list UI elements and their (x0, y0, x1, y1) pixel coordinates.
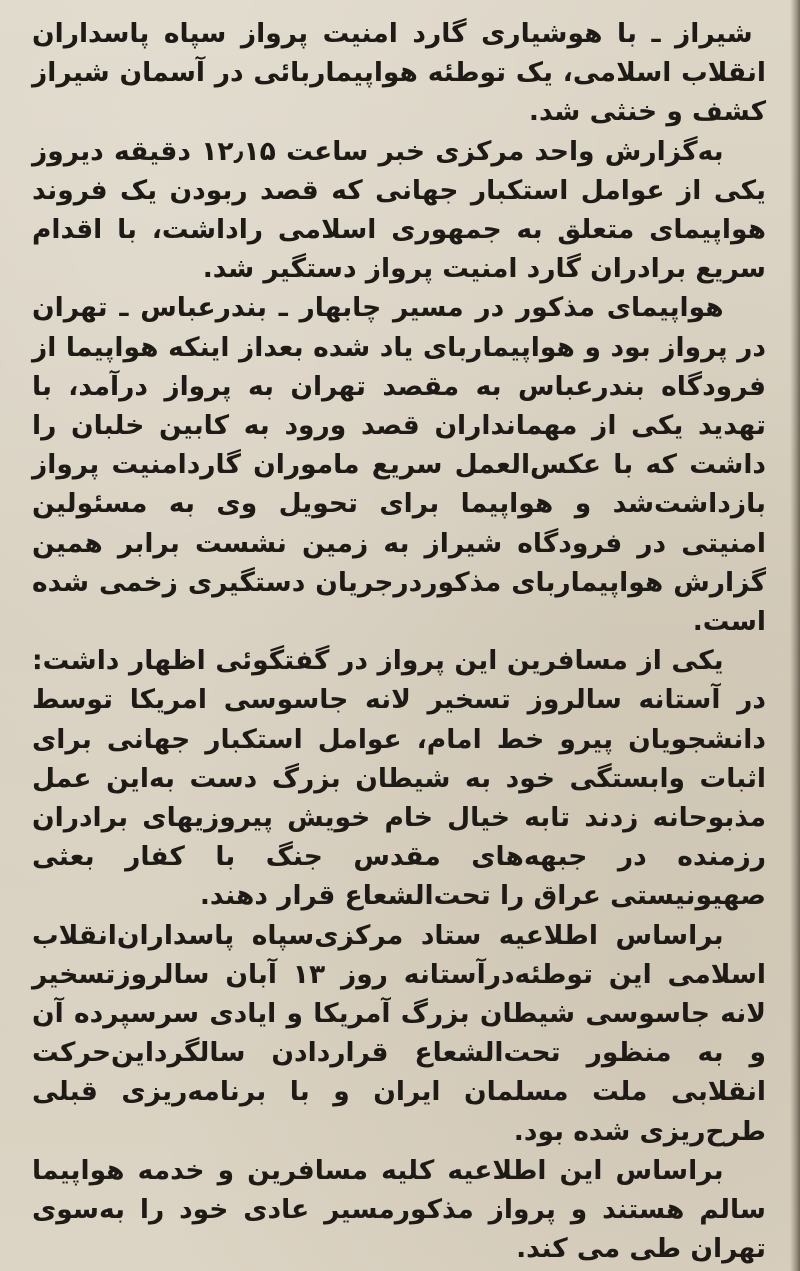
article-paragraph-3: هواپیمای مذکور در مسیر چابهار ـ بندرعباس ـ تهران در پرواز بود و هواپیماربای یاد شده بعداز اینکه هواپیما از فرودگاه بندرعباس به مقصد تهران به پرواز درآمد، با تهدید یکی از مهمانداران قصد ورود به کابین خلبان را داشت که با عکس‌العمل سریع ماموران گاردامنیت پرواز بازداشت‌شد و هواپیما برای تحویل وی به مسئولین امنیتی در فرودگاه شیراز به زمین نشست برابر همین گزارش هواپیماربای مذکوردرجریان دستگیری زخمی شده است. (32, 292, 766, 638)
article-paragraph-2: به‌گزارش واحد مرکزی خبر ساعت ۱۲٫۱۵ دقیقه دیروز یکی از عوامل استکبار جهانی که قصد ربودن یک فروند هواپیمای متعلق به جمهوری اسلامی راداشت، با اقدام سریع برادران گارد امنیت پرواز دستگیر شد. (32, 135, 766, 285)
article-paragraph-5: براساس اطلاعیه ستاد مرکزی‌سپاه پاسداران‌انقلاب اسلامی این توطئه‌درآستانه روز ۱۳ آبان سالروزتسخیر لانه جاسوسی شیطان بزرگ آمریکا و ایادی سرسپرده آن و به منظور تحت‌الشعاع قراردادن سالگرداین‌حرکت انقلابی ملت مسلمان ایران و با برنامه‌ریزی قبلی طرح‌ریزی شده بود. (32, 919, 767, 1147)
article-body (32, 14, 766, 1269)
article-paragraph-1: شیراز ـ با هوشیاری گارد امنیت پرواز سپاه پاسداران انقلاب اسلامی، یک توطئه هواپیماربائی در آسمان شیراز کشف و خنثی شد. (32, 18, 766, 128)
article-paragraph-6: براساس این اطلاعیه کلیه مسافرین و خدمه هواپیما سالم هستند و پرواز مذکورمسیر عادی خود را به‌سوی تهران طی می کند. (32, 1154, 766, 1265)
article-paragraph-4: یکی از مسافرین این پرواز در گفتگوئی اظهار داشت: در آستانه سالروز تسخیر لانه جاسوسی امریکا توسط دانشجویان پیرو خط امام، عوامل استکبار جهانی برای اثبات وابستگی خود به شیطان بزرگ دست به‌این عمل مذبوحانه زدند تابه خیال خام خویش پیروزیهای برادران رزمنده در جبهه‌های مقدس جنگ با کفار بعثی صهیونیستی عراق را تحت‌الشعاع قرار دهند. (32, 645, 766, 912)
paper-edge-shadow (790, 0, 800, 1271)
